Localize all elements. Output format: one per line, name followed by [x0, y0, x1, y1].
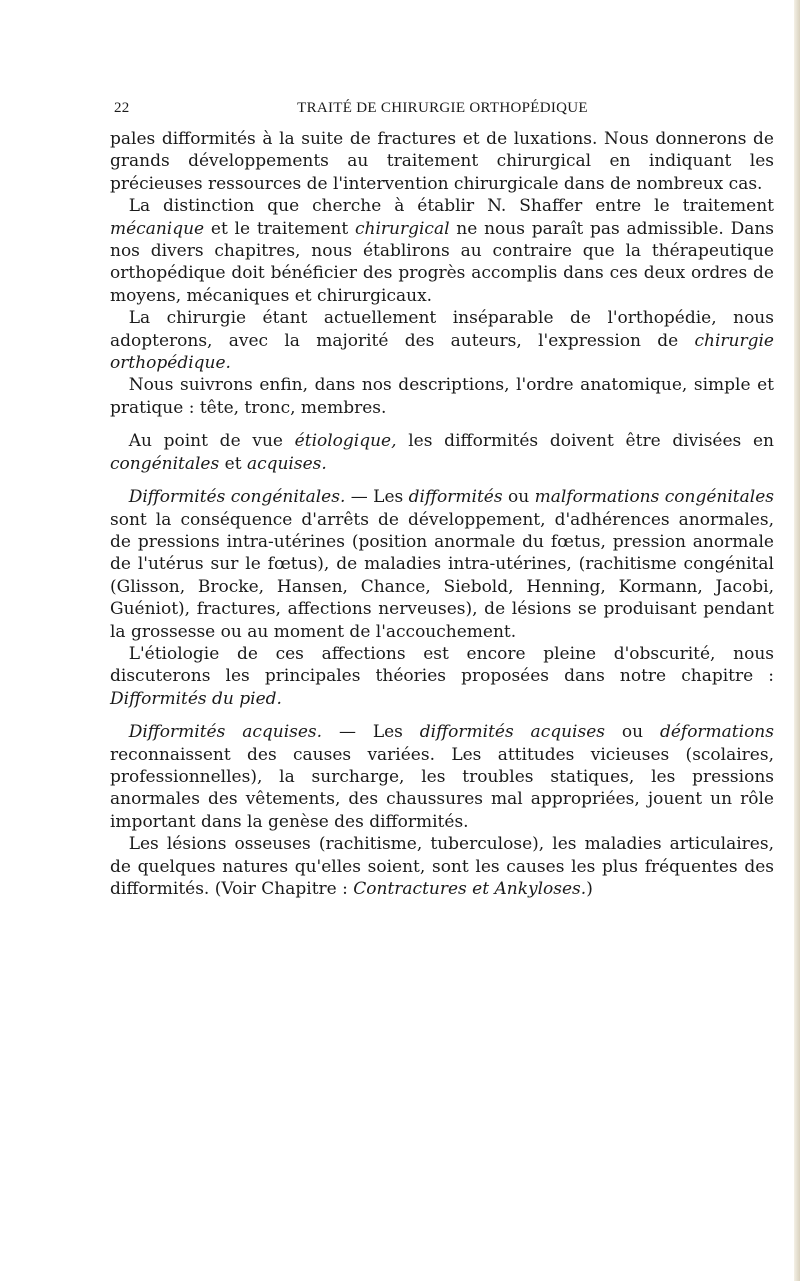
- text-run: et le traitement: [204, 218, 355, 239]
- text-run: ne nous paraît pas admissible. Dans nos divers chapitres, nous établirons au contraire que la thérapeutique orthopédique doit bénéficier des progrès accomplis dans ces deux ordres de moyens, mécaniques et chirurgicaux.: [110, 218, 775, 306]
- paragraph-1: [110, 128, 774, 195]
- section-heading-acquired: Difformités acquises.: [128, 722, 323, 743]
- paragraph-4: [110, 374, 774, 419]
- paragraph-1-text: pales difformités à la suite de fractures et de luxations. Nous donnerons de grands développements au traitement chirurgical en indiquant les précieuses ressources de l'intervention chirurgicale dans de nombreux cas.: [110, 129, 774, 194]
- text-run: et: [219, 453, 247, 474]
- paragraph-7: [110, 643, 774, 710]
- paragraph-5: [110, 430, 774, 475]
- text-run: — Les: [345, 487, 409, 508]
- paragraph-8: [110, 721, 774, 833]
- italic-term: chirurgical: [355, 218, 450, 239]
- italic-term: étiologique,: [294, 431, 397, 452]
- text-run: — Les: [322, 722, 420, 743]
- italic-term: mécanique: [110, 218, 205, 239]
- text-run: La chirurgie étant actuellement inséparable de l'orthopédie, nous adopterons, avec la majorité des auteurs, l'expression de: [110, 308, 774, 351]
- running-title: TRAITÉ DE CHIRURGIE ORTHOPÉDIQUE: [297, 100, 588, 116]
- page-number: 22: [114, 100, 130, 116]
- italic-term: chirurgie orthopédique.: [110, 330, 774, 374]
- paragraph-2: [110, 195, 774, 307]
- italic-term: difformités: [408, 487, 503, 508]
- paragraph-4-text: Nous suivrons enfin, dans nos descriptions, l'ordre anatomique, simple et pratique : tête, tronc, membres.: [110, 375, 774, 418]
- text-run: Au point de vue: [128, 431, 295, 452]
- body-text: [110, 128, 774, 900]
- page-edge: [794, 0, 800, 1281]
- section-heading-congenital: Difformités congénitales.: [128, 487, 346, 508]
- italic-term: difformités acquises: [419, 722, 605, 743]
- italic-term: Contractures et Ankyloses.: [353, 879, 587, 899]
- paragraph-6: [110, 486, 774, 643]
- text-run: ou: [502, 487, 535, 508]
- paragraph-9: [110, 833, 774, 900]
- text-run: sont la conséquence d'arrêts de développement, d'adhérences anormales, de pressions intra-utérines (position anormale du fœtus, pression anormale de l'utérus sur le fœtus), de maladies intra-utérines, (rachitisme congénital (Glisson, Brocke, Hansen, Chance, Siebold, Henning, Kormann, Jacobi, Guéniot), fractures, affections nerveuses), de lésions se produisant pendant la grossesse ou au moment de l'accouchement.: [110, 509, 774, 642]
- italic-term: Difformités du pied.: [110, 688, 282, 709]
- text-run: La distinction que cherche à établir N. Shaffer entre le traitement: [128, 196, 774, 217]
- text-run: les difformités doivent être divisées en: [396, 431, 774, 452]
- text-run: reconnaissent des causes variées. Les attitudes vicieuses (scolaires, professionnelles), la surcharge, les troubles statiques, les pressions anormales des vêtements, des chaussures mal appropriées, jouent un rôle important dans la genèse des difformités.: [110, 744, 774, 832]
- text-run: L'étiologie de ces affections est encore pleine d'obscurité, nous discuterons les principales théories proposées dans notre chapitre :: [110, 643, 774, 687]
- italic-term: acquises.: [246, 453, 327, 474]
- text-run: ou: [605, 722, 660, 743]
- italic-term: malformations congénitales: [534, 487, 774, 508]
- running-head: [114, 100, 771, 122]
- italic-term: déformations: [659, 722, 774, 743]
- text-run: ): [586, 879, 593, 899]
- paragraph-3: [110, 307, 774, 374]
- text-run: Les lésions osseuses (rachitisme, tuberculose), les maladies articulaires, de quelques natures qu'elles soient, sont les causes les plus fréquentes des difformités. (Voir Chapitre :: [110, 834, 774, 899]
- italic-term: congénitales: [110, 453, 220, 474]
